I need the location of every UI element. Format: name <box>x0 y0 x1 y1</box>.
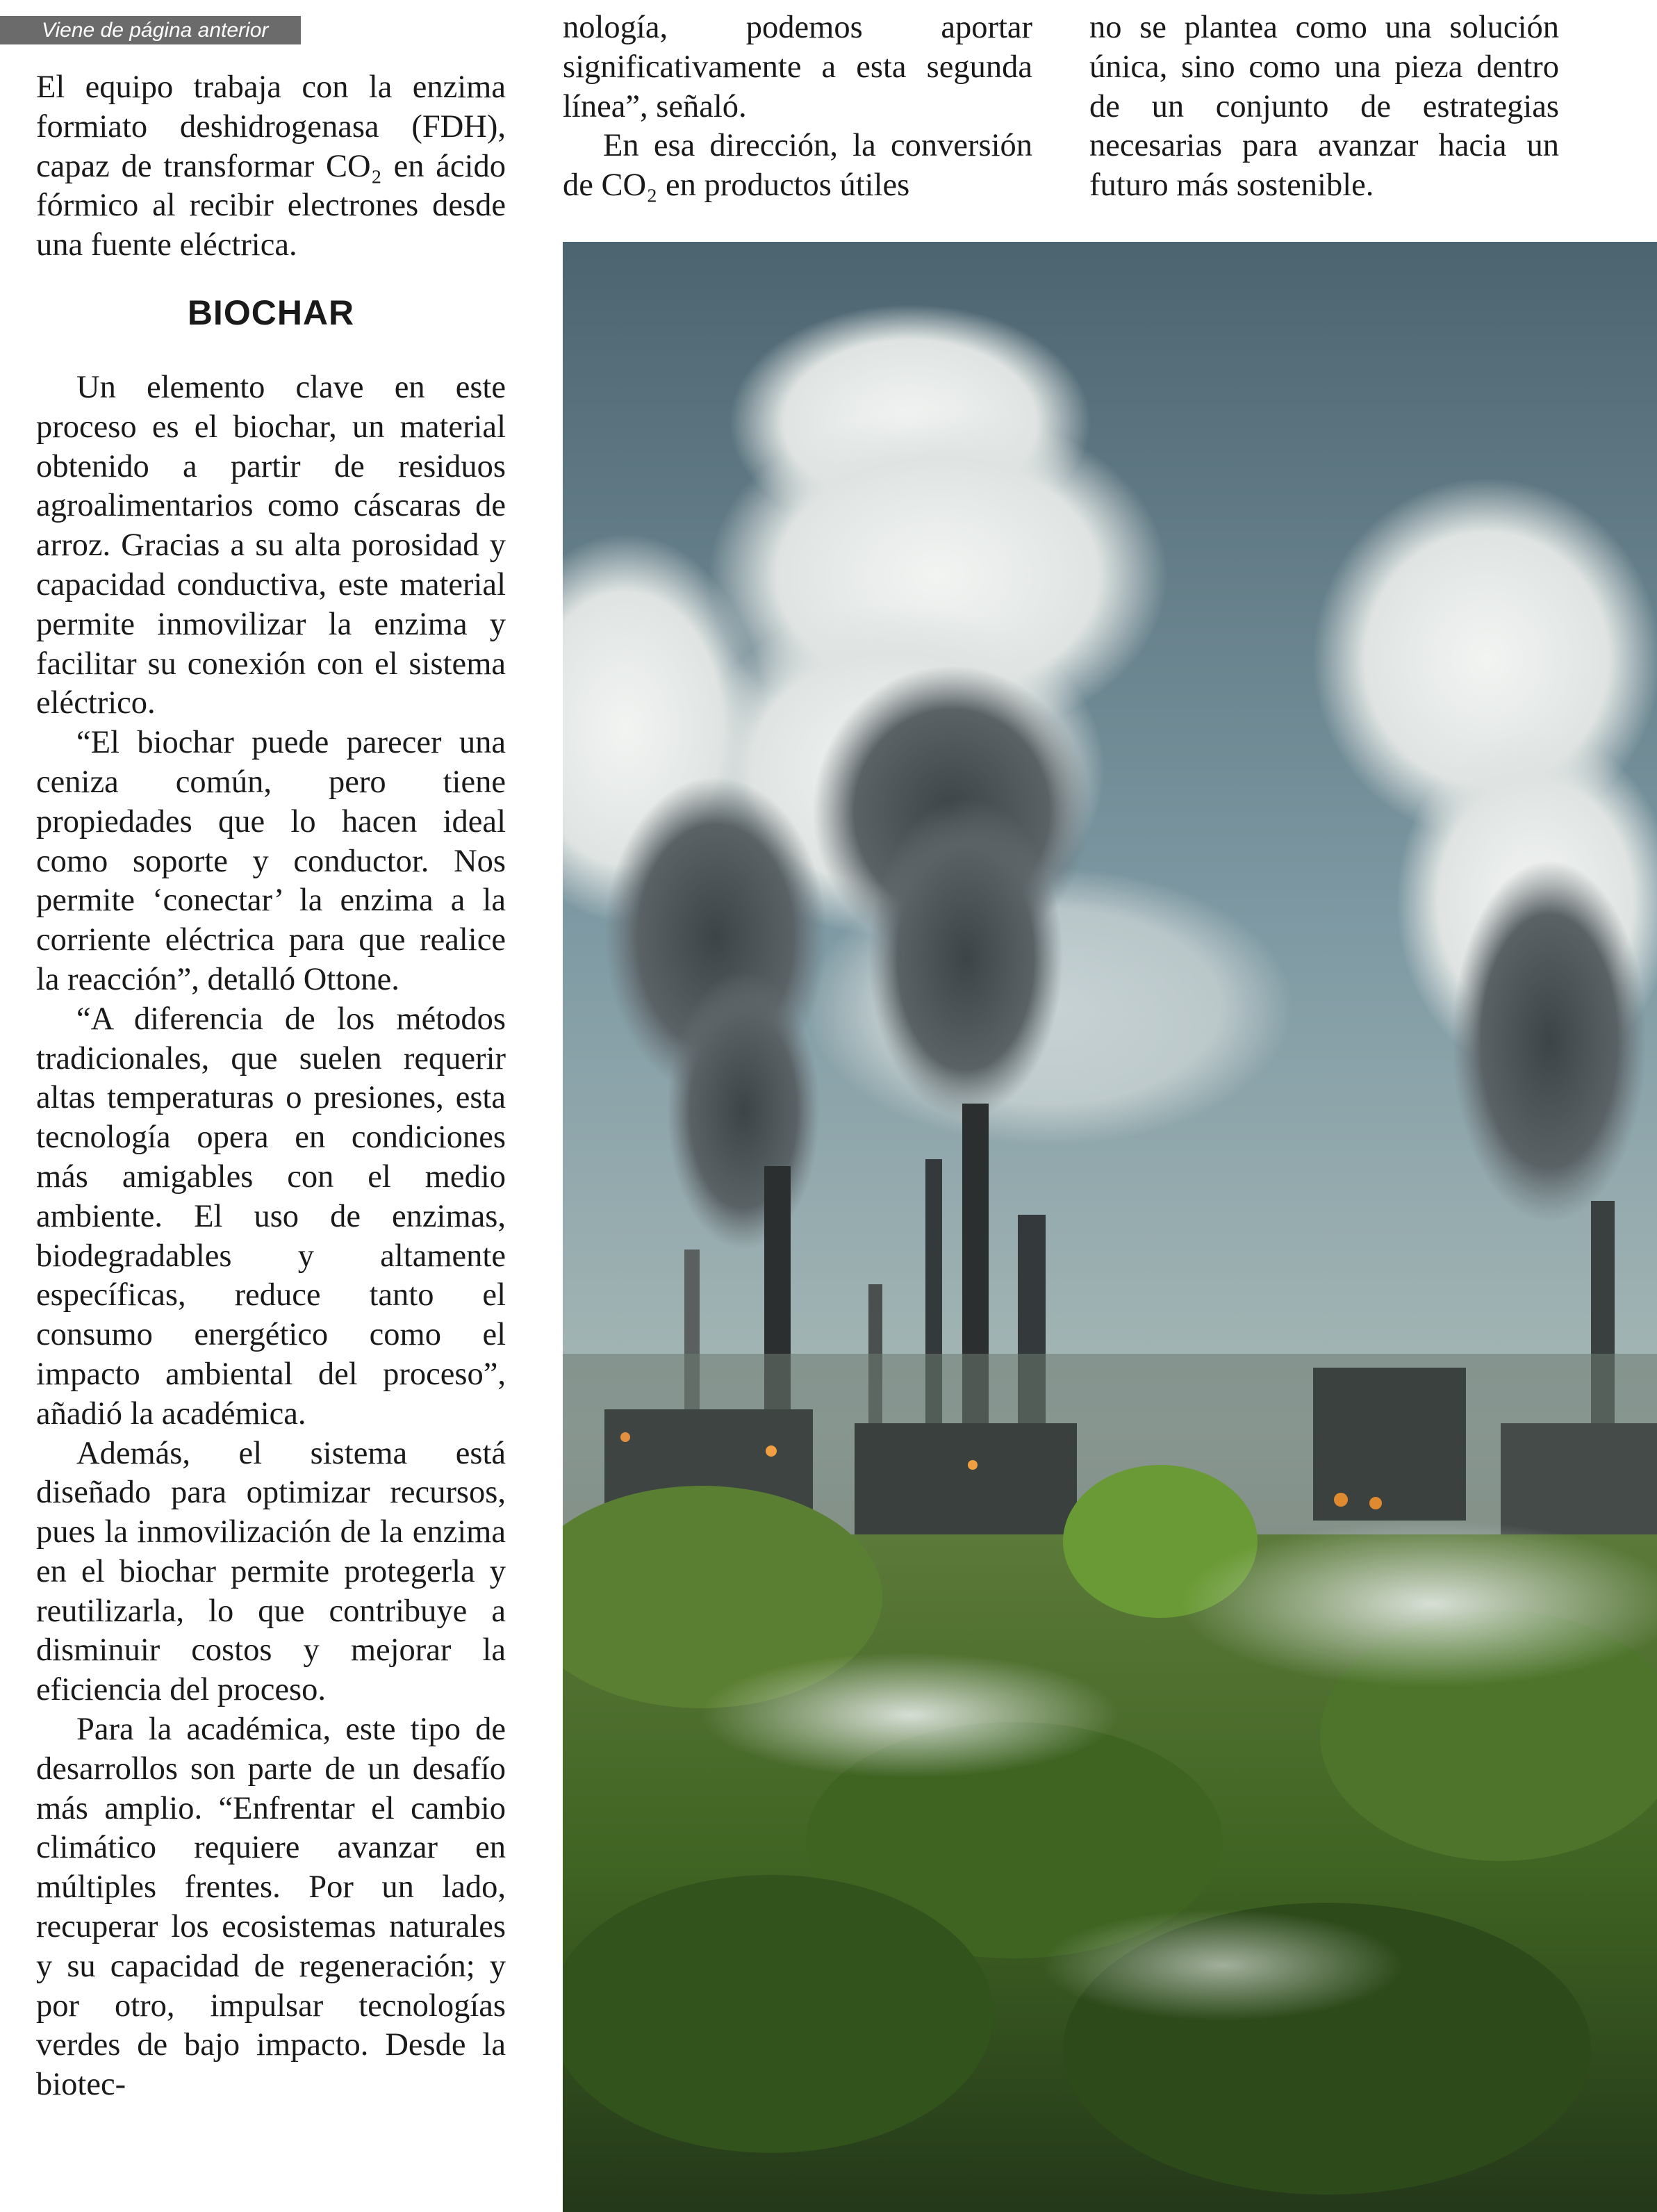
article-column-2 <box>563 8 1032 206</box>
paragraph: Además, el sistema está diseñado para optimizar recursos, pues la inmovilización de la enzima en el biochar permite protegerla y reutilizarla, lo que contribuye a disminuir costos y mejorar la eficiencia del proceso. <box>36 1435 506 1708</box>
industrial-smokestacks-forest-photo <box>563 242 1657 2212</box>
paragraph: nología, podemos aportar significativamente a esta segunda línea”, señaló. <box>563 10 1032 124</box>
paragraph: no se plantea como una solución única, sino como una pieza dentro de un conjunto de estrategias necesarias para avanzar hacia un futuro más sostenible. <box>1089 10 1559 204</box>
paragraph: Para la académica, este tipo de desarrollos son parte de un desafío más amplio. “Enfrentar el cambio climático requiere avanzar en múltiples frentes. Por un lado, recuperar los ecosistemas naturales y su capacidad de regeneración; y por otro, impulsar tecnologías verdes de bajo impacto. Desde la biotec- <box>36 1712 506 2103</box>
continued-from-previous-page-tag: Viene de página anterior <box>0 16 301 44</box>
paragraph: En esa dirección, la conversión de CO₂ en productos útiles <box>563 128 1032 204</box>
section-heading: BIOCHAR <box>187 293 355 332</box>
article-column-1 <box>36 68 506 2105</box>
article-column-3 <box>1089 8 1559 206</box>
paragraph-intro: El equipo trabaja con la enzima formiato deshidrogenasa (FDH), capaz de transformar CO₂ en ácido fórmico al recibir electrones desde una fuente eléctrica. <box>36 69 506 263</box>
paragraph: Un elemento clave en este proceso es el biochar, un material obtenido a partir de residuos agroalimentarios como cáscaras de arroz. Gracias a su alta porosidad y capacidad conductiva, este material permite inmovilizar la enzima y facilitar su conexión con el sistema eléctrico. <box>36 369 506 721</box>
paragraph: “El biochar puede parecer una ceniza común, pero tiene propiedades que lo hacen ideal como soporte y conductor. Nos permite ‘conectar’ la enzima a la corriente eléctrica para que realice la reacción”, detalló Ottone. <box>36 725 506 997</box>
paragraph: “A diferencia de los métodos tradicionales, que suelen requerir altas temperaturas o presiones, esta tecnología opera en condiciones más amigables con el medio ambiente. El uso de enzimas, biodegradables y altamente específicas, reduce tanto el consumo energético como el impacto ambiental del proceso”, añadió la académica. <box>36 1001 506 1432</box>
